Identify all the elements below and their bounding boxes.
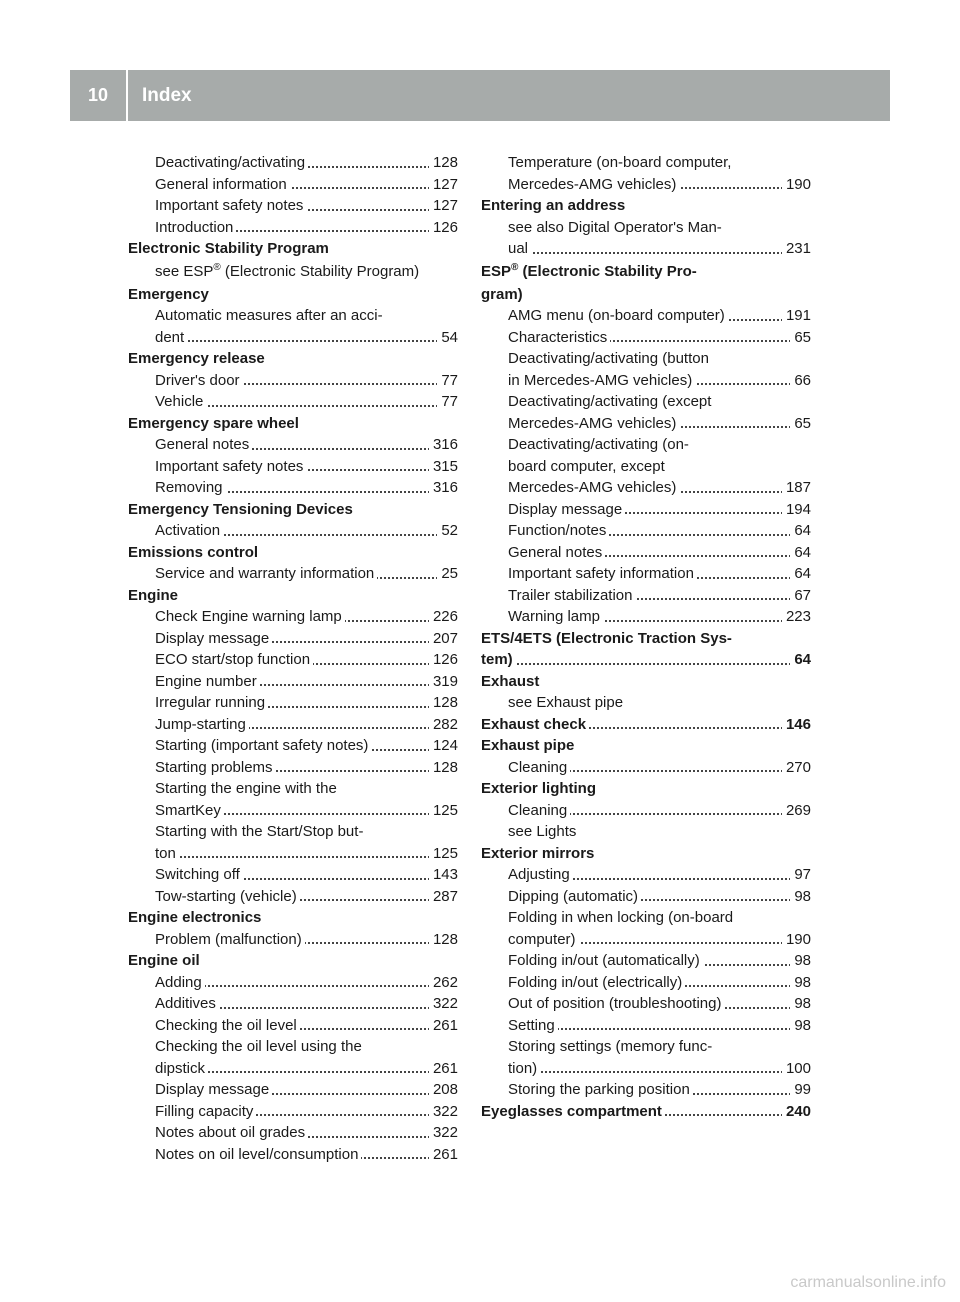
index-subentry: [128, 174, 458, 196]
page-reference: 125: [429, 800, 458, 822]
entry-text: Checking the oil level: [155, 1017, 300, 1034]
index-heading: [128, 413, 458, 435]
index-subentry: [128, 671, 458, 693]
entry-text: Notes about oil grades: [155, 1124, 308, 1141]
entry-text: Activation: [155, 522, 223, 539]
index-subentry: [128, 972, 458, 994]
page-reference: 98: [790, 993, 811, 1015]
page-reference: 261: [429, 1058, 458, 1080]
entry-text: Temperature (on-board computer,: [508, 154, 734, 171]
entry-text: Deactivating/activating (button: [508, 350, 712, 367]
entry-text: Switching off: [155, 866, 243, 883]
page-reference: 207: [429, 628, 458, 650]
entry-text: tem): [481, 651, 516, 668]
index-heading: [481, 628, 811, 650]
page-reference: 100: [782, 1058, 811, 1080]
page-reference: 25: [437, 563, 458, 585]
index-subentry: [481, 585, 811, 607]
entry-text: Electronic Stability Program: [128, 240, 332, 257]
entry-text: Important safety notes: [155, 197, 306, 214]
index-heading: [128, 348, 458, 370]
entry-text: Characteristics: [508, 329, 610, 346]
entry-text: Starting with the Start/Stop but-: [155, 823, 366, 840]
page-reference: 66: [790, 370, 811, 392]
entry-text: Check Engine warning lamp: [155, 608, 345, 625]
index-heading: [128, 238, 458, 260]
entry-text: Tow-starting (vehicle): [155, 888, 300, 905]
entry-text: Filling capacity: [155, 1103, 256, 1120]
entry-text: Irregular running: [155, 694, 268, 711]
page-reference: 187: [782, 477, 811, 499]
index-subentry: [128, 821, 458, 843]
page-reference: 97: [790, 864, 811, 886]
page-reference: 64: [790, 649, 811, 671]
page-reference: 77: [437, 391, 458, 413]
entry-text: Important safety information: [508, 565, 697, 582]
entry-text: SmartKey: [155, 802, 224, 819]
index-subentry: [481, 327, 811, 349]
entry-text: Deactivating/activating: [155, 154, 308, 171]
index-subentry: [481, 348, 811, 370]
index-subentry: [481, 152, 811, 174]
index-subentry: [481, 800, 811, 822]
entry-text: see also Digital Operator's Man-: [508, 219, 725, 236]
index-heading: [128, 907, 458, 929]
page-reference: 322: [429, 1122, 458, 1144]
entry-text: Vehicle: [155, 393, 206, 410]
index-subentry: [128, 929, 458, 951]
entry-text: Mercedes-AMG vehicles): [508, 176, 679, 193]
page-reference: 261: [429, 1144, 458, 1166]
page-reference: 124: [429, 735, 458, 757]
entry-text: Display message: [508, 501, 625, 518]
entry-text: ETS/4ETS (Electronic Traction Sys-: [481, 630, 735, 647]
index-column-right: [481, 152, 811, 1122]
entry-text: ton: [155, 845, 179, 862]
page-reference: 125: [429, 843, 458, 865]
index-subentry: [128, 714, 458, 736]
entry-text: Additives: [155, 995, 219, 1012]
index-subentry: [128, 757, 458, 779]
entry-text: Important safety notes: [155, 458, 306, 475]
index-heading: [481, 649, 811, 671]
index-column-left: [128, 152, 458, 1165]
entry-text: Warning lamp: [508, 608, 603, 625]
index-subentry: [128, 563, 458, 585]
entry-text: Adjusting: [508, 866, 573, 883]
entry-text: board computer, except: [508, 458, 668, 475]
entry-text: Introduction: [155, 219, 236, 236]
entry-text: Display message: [155, 630, 272, 647]
watermark: carmanualsonline.info: [790, 1274, 946, 1291]
entry-text: Entering an address: [481, 197, 628, 214]
entry-text: ECO start/stop function: [155, 651, 313, 668]
entry-text: Engine number: [155, 673, 260, 690]
entry-text: Trailer stabilization: [508, 587, 636, 604]
index-subentry: [128, 735, 458, 757]
entry-text: Storing the parking position: [508, 1081, 693, 1098]
entry-text: Exterior mirrors: [481, 845, 597, 862]
entry-text: Exhaust: [481, 673, 542, 690]
index-subentry: [481, 929, 811, 951]
index-subentry: [128, 606, 458, 628]
index-subentry: [481, 907, 811, 929]
entry-text: Emergency spare wheel: [128, 415, 302, 432]
index-subentry: [128, 195, 458, 217]
index-subentry: [481, 413, 811, 435]
index-subentry: [481, 563, 811, 585]
entry-text: Cleaning: [508, 802, 570, 819]
entry-text: Mercedes-AMG vehicles): [508, 415, 679, 432]
page-reference: 191: [782, 305, 811, 327]
index-subentry: [481, 238, 811, 260]
page-reference: 52: [437, 520, 458, 542]
index-subentry: [481, 972, 811, 994]
page-reference: 98: [790, 950, 811, 972]
entry-text: General information: [155, 176, 290, 193]
entry-text: ual: [508, 240, 531, 257]
entry-text: Display message: [155, 1081, 272, 1098]
index-subentry: [128, 1144, 458, 1166]
page-reference: 143: [429, 864, 458, 886]
index-subentry: [481, 391, 811, 413]
page-reference: 282: [429, 714, 458, 736]
index-subentry: [481, 757, 811, 779]
entry-text: General notes: [155, 436, 252, 453]
entry-text: Engine electronics: [128, 909, 264, 926]
entry-text: Engine oil: [128, 952, 203, 969]
page-reference: 287: [429, 886, 458, 908]
index-subentry: [481, 1036, 811, 1058]
entry-text: tion): [508, 1060, 540, 1077]
index-heading: [481, 735, 811, 757]
index-subentry: [128, 1015, 458, 1037]
entry-text: Problem (malfunction): [155, 931, 305, 948]
entry-text: dent: [155, 329, 187, 346]
entry-text: Dipping (automatic): [508, 888, 641, 905]
page-reference: 190: [782, 174, 811, 196]
index-subentry: [128, 520, 458, 542]
index-subentry: [128, 477, 458, 499]
page-reference: 127: [429, 174, 458, 196]
page-reference: 77: [437, 370, 458, 392]
index-subentry: [481, 499, 811, 521]
page-reference: 240: [782, 1101, 811, 1123]
entry-text: ESP® (Electronic Stability Pro-: [481, 263, 700, 280]
index-subentry: [481, 174, 811, 196]
index-heading: [481, 843, 811, 865]
page-reference: 64: [790, 520, 811, 542]
index-subentry: [481, 217, 811, 239]
index-heading: [481, 1101, 811, 1123]
entry-text: Deactivating/activating (on-: [508, 436, 692, 453]
entry-text: gram): [481, 286, 526, 303]
page-reference: 146: [782, 714, 811, 736]
index-subentry: [481, 864, 811, 886]
entry-text: Folding in when locking (on-board: [508, 909, 736, 926]
index-subentry: [128, 843, 458, 865]
entry-text: Emergency: [128, 286, 212, 303]
index-subentry: [128, 1079, 458, 1101]
index-subentry: [128, 370, 458, 392]
index-subentry: [128, 628, 458, 650]
index-subentry: [481, 542, 811, 564]
entry-text: Storing settings (memory func-: [508, 1038, 715, 1055]
index-subentry: [128, 778, 458, 800]
page-reference: 322: [429, 1101, 458, 1123]
index-subentry: [481, 1015, 811, 1037]
index-subentry: [481, 821, 811, 843]
index-subentry: [128, 152, 458, 174]
entry-text: Folding in/out (automatically): [508, 952, 703, 969]
page-reference: 128: [429, 757, 458, 779]
index-subentry: [128, 391, 458, 413]
entry-text: Out of position (troubleshooting): [508, 995, 724, 1012]
entry-text: see ESP® (Electronic Stability Program): [155, 263, 422, 280]
index-subentry: [128, 217, 458, 239]
index-subentry: [481, 993, 811, 1015]
index-heading: [128, 950, 458, 972]
index-subentry: [128, 1058, 458, 1080]
entry-text: dipstick: [155, 1060, 208, 1077]
entry-text: Removing: [155, 479, 226, 496]
entry-text: Automatic measures after an acci-: [155, 307, 386, 324]
index-heading: [481, 714, 811, 736]
page-reference: 64: [790, 542, 811, 564]
page-reference: 64: [790, 563, 811, 585]
page-reference: 316: [429, 434, 458, 456]
header-divider: [126, 70, 128, 121]
entry-text: Exhaust check: [481, 716, 589, 733]
page-reference: 269: [782, 800, 811, 822]
entry-text: Exterior lighting: [481, 780, 599, 797]
page-reference: 128: [429, 929, 458, 951]
index-subentry: [128, 260, 458, 284]
entry-text: Starting problems: [155, 759, 276, 776]
entry-text: AMG menu (on-board computer): [508, 307, 728, 324]
index-subentry: [128, 692, 458, 714]
page-reference: 126: [429, 217, 458, 239]
page-reference: 315: [429, 456, 458, 478]
entry-text: Service and warranty information: [155, 565, 377, 582]
index-subentry: [128, 456, 458, 478]
page-reference: 261: [429, 1015, 458, 1037]
index-heading: [128, 284, 458, 306]
index-heading: [481, 778, 811, 800]
entry-text: see Exhaust pipe: [508, 694, 626, 711]
page-reference: 194: [782, 499, 811, 521]
page-reference: 208: [429, 1079, 458, 1101]
entry-text: Folding in/out (electrically): [508, 974, 685, 991]
page-reference: 128: [429, 152, 458, 174]
index-subentry: [128, 327, 458, 349]
index-subentry: [481, 886, 811, 908]
entry-text: Starting the engine with the: [155, 780, 340, 797]
entry-text: Emergency Tensioning Devices: [128, 501, 356, 518]
entry-text: in Mercedes-AMG vehicles): [508, 372, 695, 389]
index-subentry: [481, 305, 811, 327]
page-reference: 319: [429, 671, 458, 693]
index-heading: [481, 284, 811, 306]
page-reference: 54: [437, 327, 458, 349]
page-reference: 67: [790, 585, 811, 607]
page-reference: 65: [790, 327, 811, 349]
index-subentry: [481, 520, 811, 542]
page-number: 10: [87, 85, 109, 105]
entry-text: Jump-starting: [155, 716, 249, 733]
page-reference: 316: [429, 477, 458, 499]
index-heading: [128, 499, 458, 521]
entry-text: Driver's door: [155, 372, 243, 389]
entry-text: Engine: [128, 587, 181, 604]
index-heading: [128, 585, 458, 607]
page-reference: 98: [790, 1015, 811, 1037]
entry-text: Checking the oil level using the: [155, 1038, 365, 1055]
index-subentry: [481, 692, 811, 714]
index-subentry: [481, 370, 811, 392]
index-subentry: [481, 606, 811, 628]
index-subentry: [128, 1036, 458, 1058]
entry-text: General notes: [508, 544, 605, 561]
index-subentry: [481, 1079, 811, 1101]
index-heading: [481, 195, 811, 217]
entry-text: Emergency release: [128, 350, 268, 367]
page-reference: 231: [782, 238, 811, 260]
entry-text: Adding: [155, 974, 205, 991]
page-reference: 226: [429, 606, 458, 628]
entry-text: Eyeglasses compartment: [481, 1103, 665, 1120]
page-reference: 99: [790, 1079, 811, 1101]
page-reference: 322: [429, 993, 458, 1015]
index-heading: [128, 542, 458, 564]
page-reference: 128: [429, 692, 458, 714]
entry-text: Setting: [508, 1017, 558, 1034]
index-subentry: [481, 1058, 811, 1080]
entry-text: Emissions control: [128, 544, 261, 561]
entry-text: Function/notes: [508, 522, 609, 539]
page-reference: 127: [429, 195, 458, 217]
index-subentry: [128, 886, 458, 908]
page-reference: 98: [790, 886, 811, 908]
entry-text: Cleaning: [508, 759, 570, 776]
index-subentry: [128, 434, 458, 456]
index-subentry: [128, 800, 458, 822]
page-reference: 126: [429, 649, 458, 671]
index-subentry: [481, 950, 811, 972]
page-reference: 223: [782, 606, 811, 628]
index-subentry: [128, 1101, 458, 1123]
page-header: [70, 70, 890, 121]
entry-text: computer): [508, 931, 579, 948]
page-reference: 190: [782, 929, 811, 951]
index-subentry: [481, 434, 811, 456]
page-title: Index: [142, 85, 192, 106]
entry-text: Notes on oil level/consumption: [155, 1146, 361, 1163]
entry-text: Mercedes-AMG vehicles): [508, 479, 679, 496]
index-heading: [481, 260, 811, 284]
page-reference: 98: [790, 972, 811, 994]
index-subentry: [481, 477, 811, 499]
entry-text: see Lights: [508, 823, 579, 840]
index-subentry: [128, 993, 458, 1015]
index-subentry: [128, 864, 458, 886]
page-reference: 270: [782, 757, 811, 779]
index-subentry: [481, 456, 811, 478]
entry-text: Starting (important safety notes): [155, 737, 371, 754]
index-heading: [481, 671, 811, 693]
entry-text: Exhaust pipe: [481, 737, 577, 754]
page-reference: 262: [429, 972, 458, 994]
index-subentry: [128, 649, 458, 671]
entry-text: Deactivating/activating (except: [508, 393, 714, 410]
index-subentry: [128, 1122, 458, 1144]
index-subentry: [128, 305, 458, 327]
page-reference: 65: [790, 413, 811, 435]
